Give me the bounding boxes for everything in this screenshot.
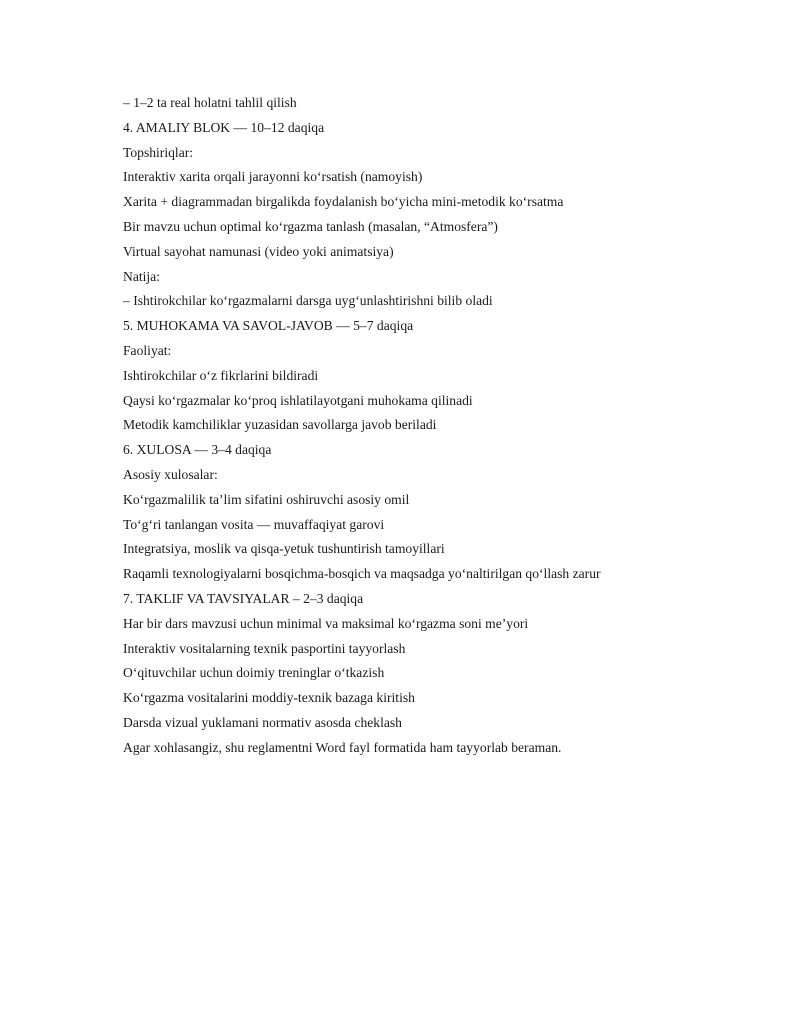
list-item: Darsda vizual yuklamani normativ asosda cheklash [123, 714, 402, 730]
list-item: Qaysi ko‘rgazmalar ko‘proq ishlatilayotgani muhokama qilinadi [123, 392, 473, 408]
subheading-natija: Natija: [123, 268, 160, 284]
subheading-topshiriqlar: Topshiriqlar: [123, 144, 194, 160]
list-item: Virtual sayohat namunasi (video yoki animatsiya) [123, 243, 394, 259]
list-item-dash: – 1–2 ta real holatni tahlil qilish [123, 95, 297, 110]
list-item: Integratsiya, moslik va qisqa-yetuk tushuntirish tamoyillari [123, 541, 445, 557]
list-item-dash: – Ishtirokchilar ko‘rgazmalarni darsga uyg‘unlashtirishni bilib oladi [123, 293, 493, 309]
list-item: Ko‘rgazma vositalarini moddiy-texnik bazaga kiritish [123, 690, 415, 706]
list-item: Raqamli texnologiyalarni bosqichma-bosqich va maqsadga yo‘naltirilgan qo‘llash zarur [123, 566, 601, 582]
list-item: Ko‘rgazmalilik ta’lim sifatini oshiruvchi asosiy omil [123, 491, 410, 507]
list-item: Har bir dars mavzusi uchun minimal va maksimal ko‘rgazma soni me’yori [123, 615, 529, 631]
list-item: O‘qituvchilar uchun doimiy treninglar o‘tkazish [123, 665, 385, 681]
subheading-faoliyat: Faoliyat: [123, 342, 172, 358]
subheading-asosiy-xulosalar: Asosiy xulosalar: [123, 466, 218, 482]
list-item: Xarita + diagrammadan birgalikda foydalanish bo‘yicha mini-metodik ko‘rsatma [123, 194, 564, 210]
section-heading-muhokama: 5. MUHOKAMA VA SAVOL-JAVOB — 5–7 daqiqa [123, 318, 414, 334]
list-item: Ishtirokchilar o‘z fikrlarini bildiradi [123, 367, 319, 383]
section-heading-taklif: 7. TAKLIF VA TAVSIYALAR – 2–3 daqiqa [123, 590, 364, 606]
list-item: Interaktiv xarita orqali jarayonni ko‘rsatish (namoyish) [123, 169, 423, 185]
closing-note: Agar xohlasangiz, shu reglamentni Word fayl formatida ham tayyorlab beraman. [123, 739, 562, 755]
section-heading-xulosa: 6. XULOSA — 3–4 daqiqa [123, 442, 272, 458]
section-heading-amaliy-blok: 4. AMALIY BLOK — 10–12 daqiqa [123, 119, 325, 135]
document-body [123, 91, 743, 761]
list-item: Interaktiv vositalarning texnik pasportini tayyorlash [123, 640, 406, 656]
list-item: Metodik kamchiliklar yuzasidan savollarga javob beriladi [123, 417, 437, 433]
list-item: Bir mavzu uchun optimal ko‘rgazma tanlash (masalan, “Atmosfera”) [123, 218, 498, 234]
list-item: To‘g‘ri tanlangan vosita — muvaffaqiyat garovi [123, 516, 385, 532]
